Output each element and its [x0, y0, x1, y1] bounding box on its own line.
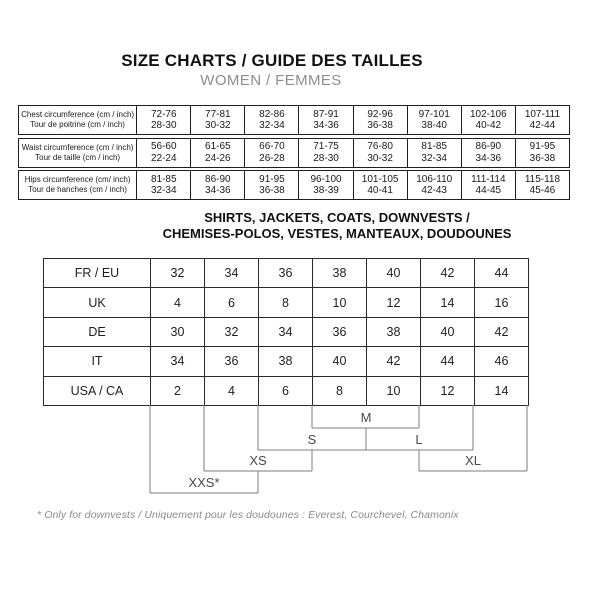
- cm-range: 96-100: [310, 173, 342, 185]
- measurement-cell: [245, 171, 299, 200]
- size-cell: 44: [421, 347, 475, 376]
- size-cell: 42: [367, 347, 421, 376]
- cm-range: 72-76: [150, 108, 177, 120]
- cm-range: 106-110: [416, 173, 453, 185]
- inch-range: 38-39: [313, 185, 339, 196]
- measurement-cell: [191, 171, 245, 200]
- size-row-label: USA / CA: [44, 376, 151, 405]
- cm-range: 82-86: [259, 108, 285, 120]
- table-row-it: [44, 347, 529, 376]
- inch-range: 36-38: [367, 120, 393, 131]
- size-row-label: IT: [44, 347, 151, 376]
- size-cell: 38: [313, 259, 367, 288]
- measurement-cell: [515, 138, 569, 167]
- size-cell: 40: [367, 259, 421, 288]
- measurement-cell: [461, 138, 515, 167]
- size-cell: 4: [151, 288, 205, 317]
- measurement-cell: [353, 106, 407, 135]
- measurement-cell: [191, 106, 245, 135]
- table-row-uk: [44, 288, 529, 317]
- row-label-en: Hips circumference (cm/ inch): [24, 175, 131, 184]
- measurement-cell: [137, 138, 191, 167]
- cm-range: 91-95: [529, 141, 556, 152]
- measurement-cell: [299, 138, 353, 167]
- size-cell: 42: [475, 317, 529, 346]
- size-cell: 12: [421, 376, 475, 405]
- measurement-cell: [245, 138, 299, 167]
- size-cell: 30: [151, 317, 205, 346]
- cm-range: 81-85: [150, 173, 177, 185]
- size-cell: 36: [313, 317, 367, 346]
- table-row-fr-eu: [44, 259, 529, 288]
- measurement-cell: [407, 171, 461, 200]
- inch-range: 40-42: [475, 120, 502, 131]
- bracket-label-xs: XS: [249, 453, 267, 468]
- inch-range: 32-34: [259, 120, 285, 131]
- inch-range: 28-30: [313, 152, 339, 164]
- size-cell: 4: [205, 376, 259, 405]
- inch-range: 26-28: [259, 152, 285, 164]
- measurement-cell: [353, 171, 407, 200]
- cm-range: 77-81: [205, 108, 231, 120]
- row-label-cell: [19, 171, 137, 200]
- cm-range: 86-90: [205, 173, 231, 185]
- measurement-cell: [137, 106, 191, 135]
- cm-range: 86-90: [475, 141, 502, 152]
- size-cell: 38: [259, 347, 313, 376]
- measurement-cell: [299, 106, 353, 135]
- cm-range: 81-85: [421, 141, 447, 152]
- size-cell: 34: [205, 259, 259, 288]
- cm-range: 71-75: [313, 141, 339, 152]
- row-label-fr: Tour de hanches (cm / inch): [28, 185, 127, 194]
- measurement-cell: [245, 106, 299, 135]
- measurement-cell: [461, 171, 515, 200]
- table-row-usa-ca: [44, 376, 529, 405]
- measurement-cell: [299, 171, 353, 200]
- inch-range: 34-36: [205, 185, 231, 196]
- table-row-de: [44, 317, 529, 346]
- size-cell: 8: [313, 376, 367, 405]
- cm-range: 61-65: [205, 141, 231, 152]
- inch-range: 38-40: [421, 120, 447, 131]
- measurements-table-hips: [18, 170, 570, 200]
- row-label-fr: Tour de taille (cm / inch): [35, 152, 121, 162]
- section-heading-line1: SHIRTS, JACKETS, COATS, DOWNVESTS /: [204, 210, 470, 225]
- inch-range: 42-44: [529, 120, 556, 131]
- cm-range: 66-70: [259, 141, 285, 152]
- inch-range: 44-45: [475, 185, 502, 196]
- size-cell: 10: [367, 376, 421, 405]
- inch-range: 42-43: [421, 185, 447, 196]
- cm-range: 111-114: [471, 173, 506, 185]
- size-cell: 46: [475, 347, 529, 376]
- measurement-cell: [515, 171, 569, 200]
- size-cell: 2: [151, 376, 205, 405]
- size-cell: 32: [205, 317, 259, 346]
- inch-range: 30-32: [367, 152, 393, 164]
- size-cell: 38: [367, 317, 421, 346]
- cm-range: 115-118: [524, 173, 561, 185]
- cm-range: 92-96: [367, 108, 393, 120]
- size-cell: 40: [313, 347, 367, 376]
- inch-range: 22-24: [150, 152, 177, 164]
- inch-range: 32-34: [150, 185, 177, 196]
- cm-range: 87-91: [313, 108, 339, 120]
- size-cell: 6: [205, 288, 259, 317]
- measurements-table-chest: [18, 105, 570, 135]
- row-label-cell: [19, 106, 137, 135]
- bracket-label-m: M: [360, 410, 372, 425]
- inch-range: 40-41: [367, 185, 393, 196]
- cm-range: 56-60: [150, 141, 177, 152]
- bracket-label-l: L: [415, 431, 423, 447]
- cm-range: 107-111: [524, 108, 561, 120]
- size-cell: 14: [475, 376, 529, 405]
- size-cell: 44: [475, 259, 529, 288]
- table-row: [19, 171, 570, 200]
- size-cell: 16: [475, 288, 529, 317]
- measurement-cell: [407, 138, 461, 167]
- inch-range: 45-46: [529, 185, 556, 196]
- size-cell: 34: [151, 347, 205, 376]
- size-cell: 10: [313, 288, 367, 317]
- section-heading: [163, 210, 512, 242]
- size-cell: 12: [367, 288, 421, 317]
- inch-range: 28-30: [150, 120, 177, 131]
- cm-range: 102-106: [469, 108, 507, 120]
- bracket-label-s: S: [307, 431, 317, 447]
- size-row-label: UK: [44, 288, 151, 317]
- size-cell: 34: [259, 317, 313, 346]
- measurements-table-waist: [18, 138, 570, 168]
- bracket-label-xl: XL: [465, 453, 481, 468]
- measurement-cell: [461, 106, 515, 135]
- inch-range: 24-26: [205, 152, 231, 164]
- measurement-cell: [515, 106, 569, 135]
- size-cell: 42: [421, 259, 475, 288]
- size-cell: 14: [421, 288, 475, 317]
- size-row-label: FR / EU: [44, 259, 151, 288]
- inch-range: 34-36: [475, 152, 502, 164]
- size-cell: 8: [259, 288, 313, 317]
- size-cell: 36: [259, 259, 313, 288]
- size-range-brackets: [0, 405, 600, 505]
- size-cell: 40: [421, 317, 475, 346]
- footnote: * Only for downvests / Uniquement pour les doudounes : Everest, Courchevel, Chamonix: [37, 509, 459, 521]
- table-row: [19, 138, 570, 167]
- measurement-cell: [353, 138, 407, 167]
- bracket-label-xxs: XXS*: [188, 475, 220, 490]
- cm-range: 91-95: [259, 173, 285, 185]
- cm-range: 97-101: [418, 108, 450, 120]
- inch-range: 36-38: [529, 152, 556, 164]
- row-label-fr: Tour de poitrine (cm / inch): [30, 120, 125, 129]
- measurement-cell: [191, 138, 245, 167]
- row-label-cell: [19, 138, 137, 167]
- row-label-en: Waist circumference (cm / inch): [21, 142, 134, 152]
- measurement-cell: [407, 106, 461, 135]
- size-cell: 6: [259, 376, 313, 405]
- cm-range: 76-80: [367, 141, 393, 152]
- measurement-cell: [137, 171, 191, 200]
- inch-range: 30-32: [205, 120, 231, 131]
- size-row-label: DE: [44, 317, 151, 346]
- page-subtitle: WOMEN / FEMMES: [200, 72, 342, 89]
- section-heading-line2: CHEMISES-POLOS, VESTES, MANTEAUX, DOUDOUNES: [162, 226, 512, 241]
- cm-range: 101-105: [361, 173, 399, 185]
- table-row: [19, 106, 570, 135]
- size-cell: 36: [205, 347, 259, 376]
- row-label-en: Chest circumference (cm / inch): [21, 110, 135, 119]
- page-title: SIZE CHARTS / GUIDE DES TAILLES: [121, 51, 423, 70]
- inch-range: 34-36: [313, 120, 339, 131]
- sizes-table: [43, 258, 529, 406]
- size-cell: 32: [151, 259, 205, 288]
- inch-range: 36-38: [259, 185, 285, 196]
- inch-range: 32-34: [421, 152, 447, 164]
